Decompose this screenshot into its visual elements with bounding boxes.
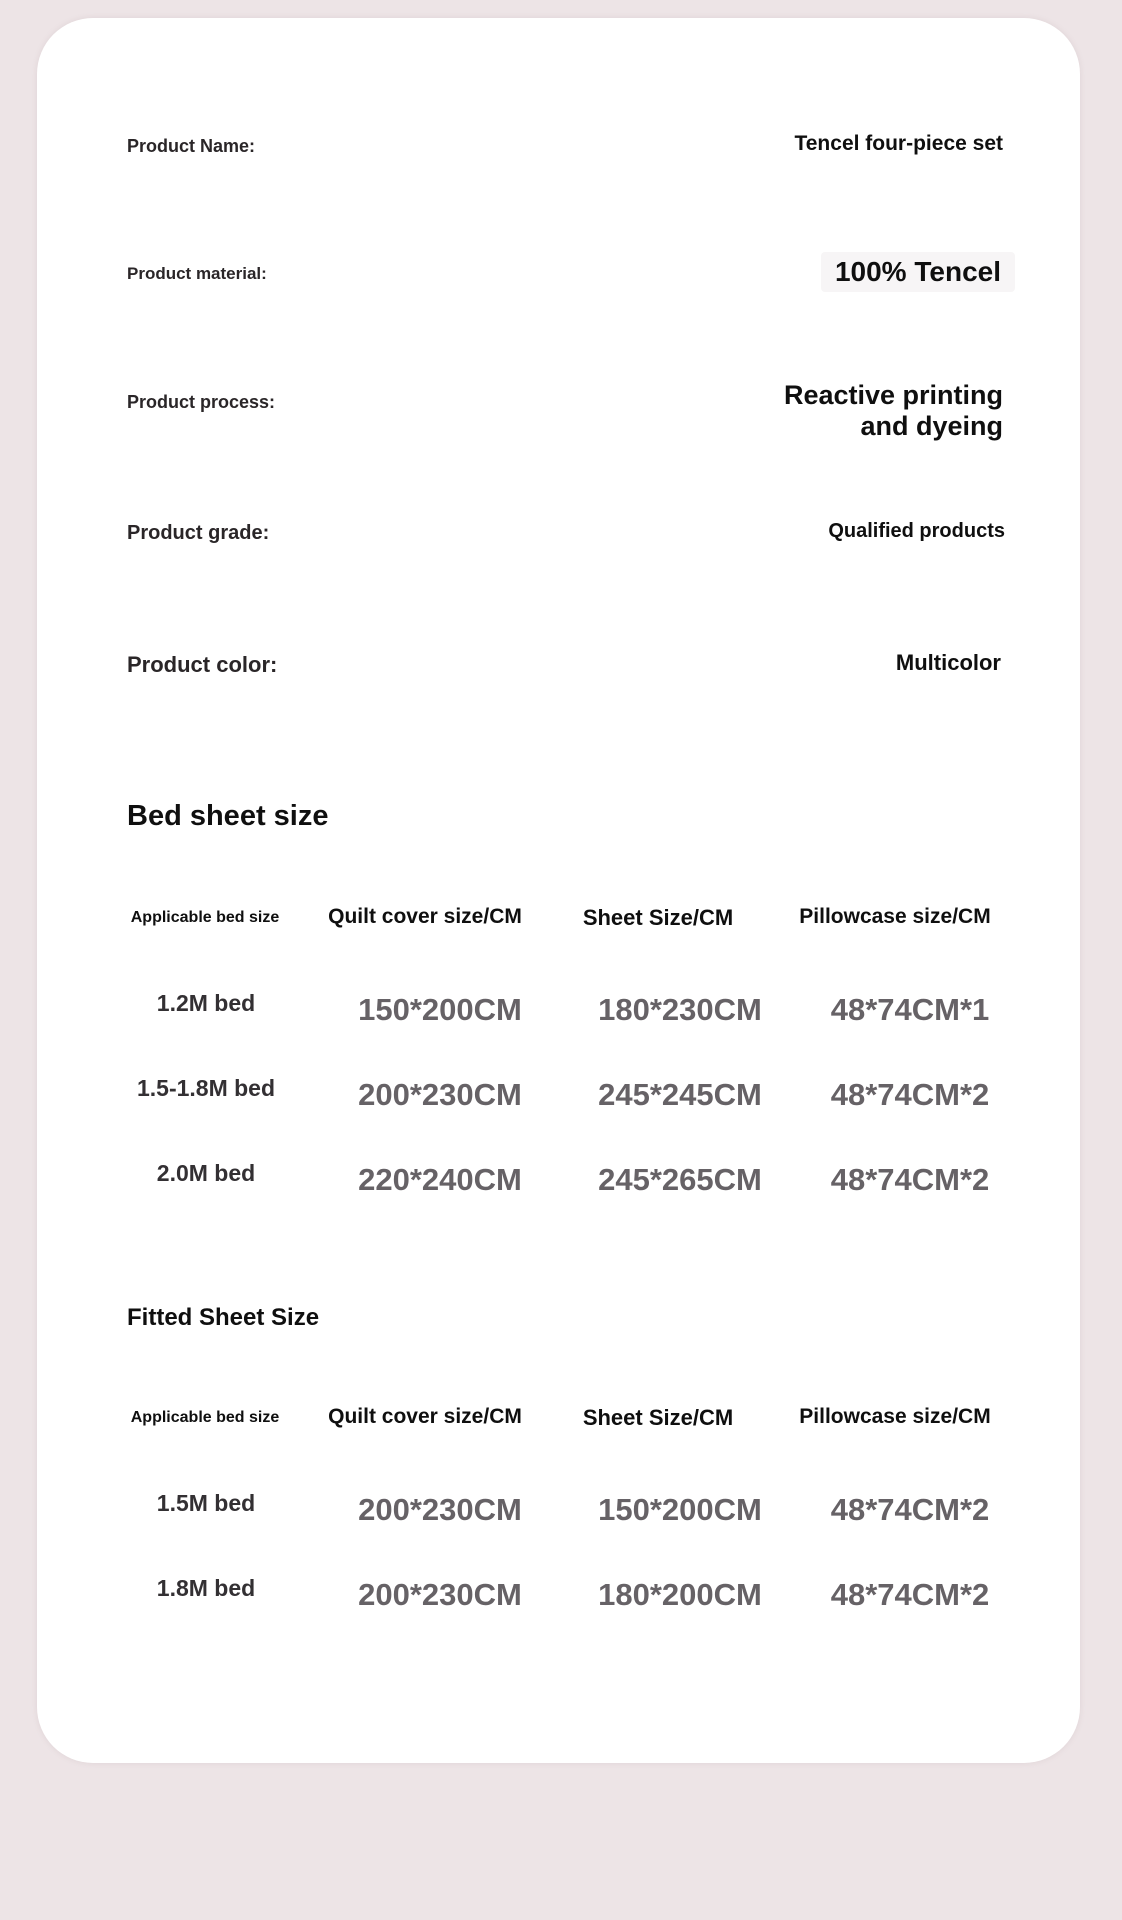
spec-row-product-grade xyxy=(127,516,1003,576)
bed-size-cell: 2.0M bed xyxy=(156,1160,256,1186)
header-sheet-size: Sheet Size/CM xyxy=(582,1405,734,1430)
table-row xyxy=(120,1575,1010,1615)
header-quilt-cover-size: Quilt cover size/CM xyxy=(328,1405,522,1428)
quilt-cover-size-cell: 150*200CM xyxy=(358,992,522,1027)
product-name-value: Tencel four-piece set xyxy=(794,132,1003,155)
pillowcase-size-cell: 48*74CM*2 xyxy=(830,1077,990,1112)
bed-size-cell: 1.8M bed xyxy=(156,1575,256,1601)
spec-row-product-color xyxy=(127,646,1003,706)
product-process-label: Product process: xyxy=(127,392,276,412)
bed-size-cell: 1.5-1.8M bed xyxy=(136,1075,276,1101)
product-material-value: 100% Tencel xyxy=(821,252,1015,292)
table-row xyxy=(120,1490,1010,1530)
spec-row-product-name xyxy=(127,128,1003,188)
sheet-size-cell: 180*200CM xyxy=(598,1577,762,1612)
pillowcase-size-cell: 48*74CM*2 xyxy=(830,1577,990,1612)
quilt-cover-size-cell: 200*230CM xyxy=(358,1492,522,1527)
header-applicable-bed-size: Applicable bed size xyxy=(130,1409,280,1426)
product-material-label: Product material: xyxy=(127,264,267,283)
sheet-size-cell: 180*230CM xyxy=(598,992,762,1027)
header-pillowcase-size: Pillowcase size/CM xyxy=(799,905,991,928)
bed-size-cell: 1.2M bed xyxy=(156,990,256,1016)
sheet-size-cell: 245*245CM xyxy=(598,1077,762,1112)
quilt-cover-size-cell: 200*230CM xyxy=(358,1077,522,1112)
pillowcase-size-cell: 48*74CM*2 xyxy=(830,1492,990,1527)
product-process-value: Reactive printing and dyeing xyxy=(783,380,1003,441)
quilt-cover-size-cell: 200*230CM xyxy=(358,1577,522,1612)
table-header-row xyxy=(120,1405,1010,1445)
sheet-size-cell: 245*265CM xyxy=(598,1162,762,1197)
sheet-size-cell: 150*200CM xyxy=(598,1492,762,1527)
product-color-label: Product color: xyxy=(127,652,278,677)
product-color-value: Multicolor xyxy=(895,650,1001,675)
product-grade-label: Product grade: xyxy=(127,522,270,544)
table-row xyxy=(120,990,1010,1030)
header-applicable-bed-size: Applicable bed size xyxy=(130,909,280,926)
product-name-label: Product Name: xyxy=(127,136,256,156)
pillowcase-size-cell: 48*74CM*2 xyxy=(830,1162,990,1197)
bed-size-cell: 1.5M bed xyxy=(156,1490,256,1516)
header-quilt-cover-size: Quilt cover size/CM xyxy=(328,905,522,928)
table-header-row xyxy=(120,905,1010,945)
spec-row-product-material xyxy=(127,252,1003,312)
spec-row-product-process xyxy=(127,380,1003,440)
fitted-sheet-size-title: Fitted Sheet Size xyxy=(127,1304,320,1331)
bed-sheet-size-title: Bed sheet size xyxy=(127,800,329,832)
quilt-cover-size-cell: 220*240CM xyxy=(358,1162,522,1197)
product-grade-value: Qualified products xyxy=(828,520,1005,542)
header-sheet-size: Sheet Size/CM xyxy=(582,905,734,930)
table-row xyxy=(120,1160,1010,1200)
pillowcase-size-cell: 48*74CM*1 xyxy=(830,992,990,1027)
header-pillowcase-size: Pillowcase size/CM xyxy=(799,1405,991,1428)
table-row xyxy=(120,1075,1010,1115)
